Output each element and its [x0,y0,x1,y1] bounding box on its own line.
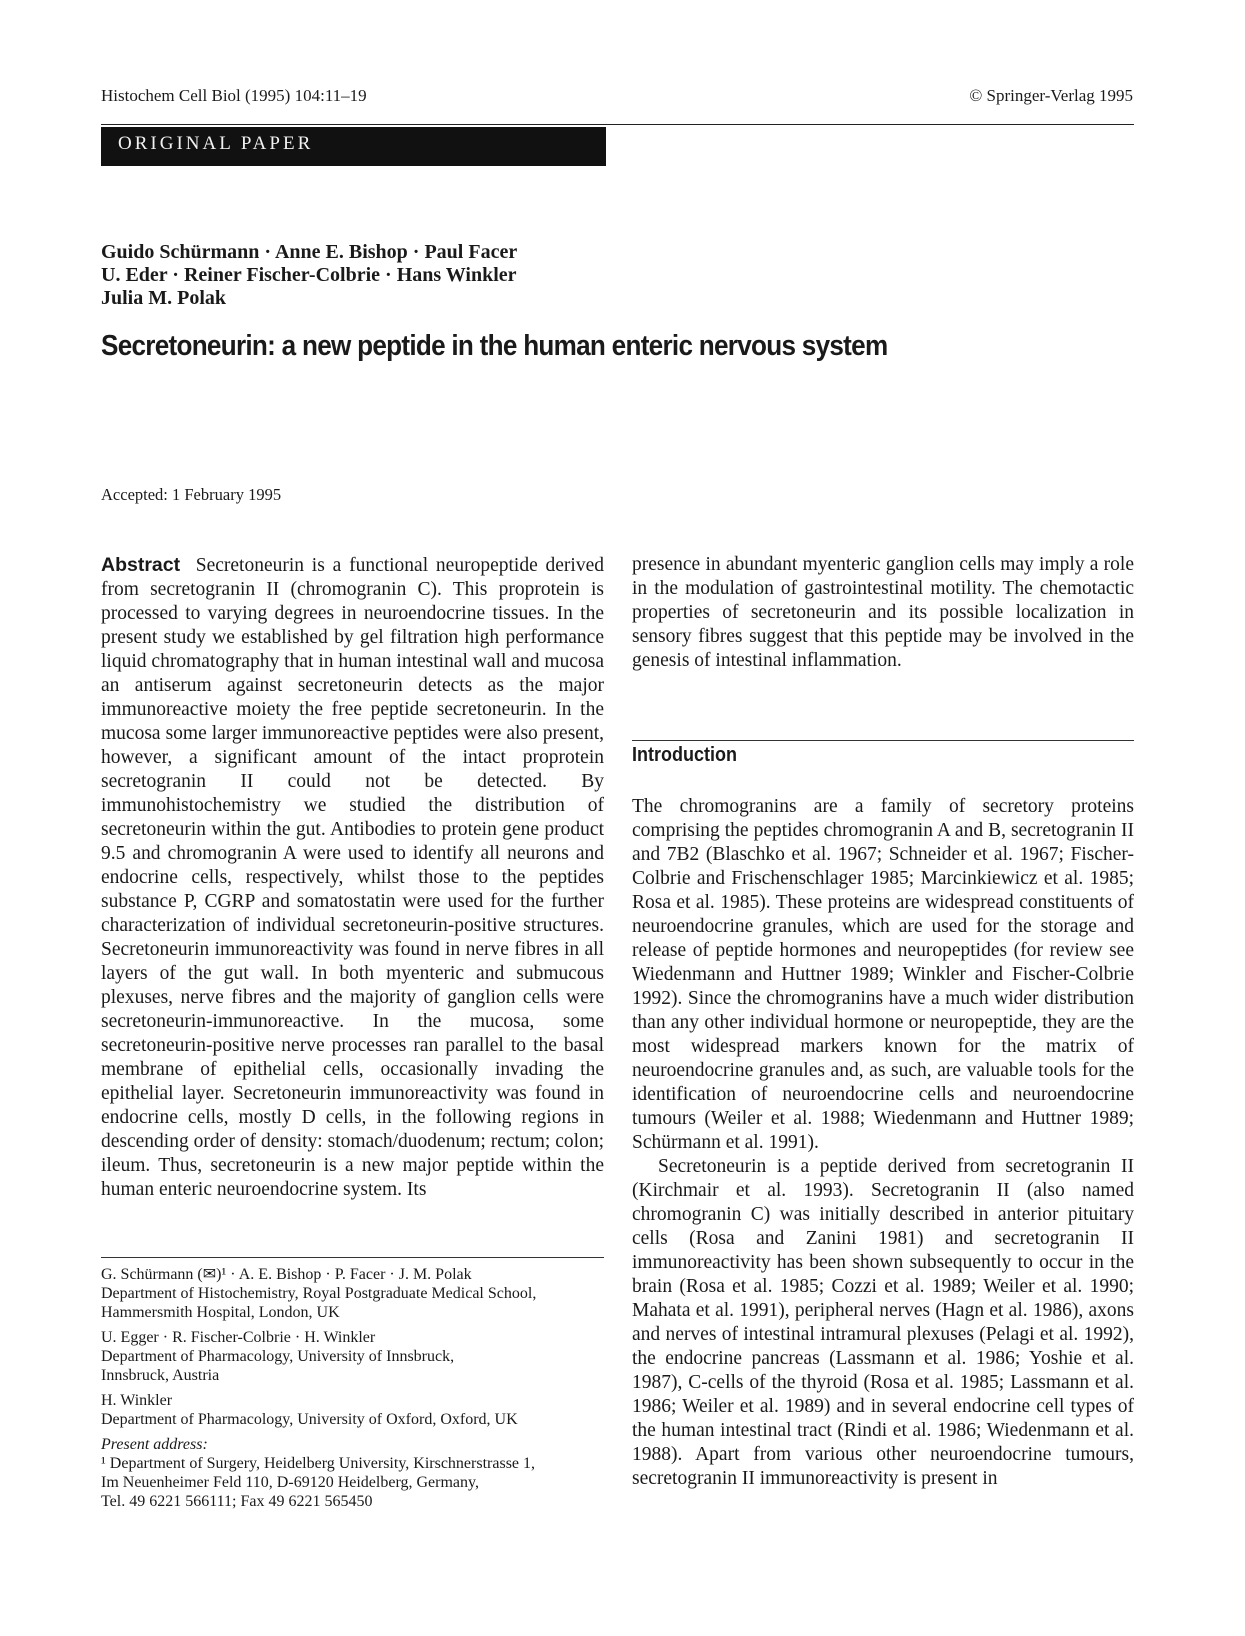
paragraph: The chromogranins are a family of secretory proteins comprising the peptides chromogranin A and B, secretogranin II and 7B2 (Blaschko et al. 1967; Schneider et al. 1967; Fischer-Colbrie and Frischenschlager 1985; Marcinkiewicz et al. 1985; Rosa et al. 1985). These proteins are widespread constituents of neuroendocrine granules, which are used for the storage and release of peptide hormones and neuropeptides (for review see Wiedenmann and Huttner 1989; Winkler and Fischer-Colbrie 1992). Since the chromogranins have a much wider distribution than any other individual hormone or neuropeptide, they are the most widespread markers known for the matrix of neuroendocrine granules and, as such, are valuable tools for the identification of neuroendocrine cells and neuroendocrine tumours (Weiler et al. 1988; Wiedenmann and Huttner 1989; Schürmann et al. 1991). [632,796,1134,1153]
affiliation-block [101,1265,604,1322]
author-line: Guido Schürmann · Anne E. Bishop · Paul Facer [101,241,518,263]
accepted-date: Accepted: 1 February 1995 [101,485,282,504]
paragraph: Secretoneurin is a peptide derived from secretogranin II (Kirchmair et al. 1993). Secretogranin II (also named chromogranin C) was initially described in anterior pituitary cells (Rosa and Zanini 1981) and secretogranin II immunoreactivity has been shown subsequently to occur in the brain (Rosa et al. 1985; Cozzi et al. 1989; Weiler et al. 1990; Mahata et al. 1991), peripheral nerves (Hagn et al. 1986), axons and nerves of intestinal intramural plexuses (Pelagi et al. 1992), the endocrine pancreas (Lassmann et al. 1986; Yoshie et al. 1987), C-cells of the thyroid (Rosa et al. 1985; Lassmann et al. 1986; Weiler et al. 1989) and in several endocrine cell types of the human intestinal tract (Rindi et al. 1986; Wiedenmann et al. 1988). Apart from various other neuroendocrine tumours, secretogranin II immunoreactivity is present in [632,1156,1134,1489]
affiliation-names: U. Egger · R. Fischer-Colbrie · H. Winkler [101,1329,376,1346]
footnote-rule [101,1257,604,1258]
abstract-text: Secretoneurin is a functional neuropeptide derived from secretogranin II (chromogranin C). This proprotein is processed to varying degrees in neuroendocrine tissues. In the present study we established by gel filtration high performance liquid chromatography that in human intestinal wall and mucosa an antiserum against secretoneurin detects as the major immunoreactive moiety the free peptide secretoneurin. In the mucosa some larger immunoreactive peptides were also present, however, a significant amount of the intact proprotein secretogranin II could not be detected. By immunohistochemistry we studied the distribution of secretoneurin within the gut. Antibodies to protein gene product 9.5 and chromogranin A were used to identify all neurons and endocrine cells, respectively, whilst those to the peptides substance P, CGRP and somatostatin were used for the further characterization of individual secretoneurin-positive structures. Secretoneurin immunoreactivity was found in nerve fibres in all layers of the gut wall. In both myenteric and submucous plexuses, nerve fibres and the majority of ganglion cells were secretoneurin-immunoreactive. In the mucosa, some secretoneurin-positive nerve processes ran parallel to the basal membrane of epithelial cells, occasionally invading the epithelial layer. Secretoneurin immunoreactivity was found in endocrine cells, mostly D cells, in the following regions in descending order of density: stomach/duodenum; rectum; colon; ileum. Thus, secretoneurin is a new major peptide within the human enteric neuroendocrine system. Its [101,555,604,1200]
address-line: ¹ Department of Surgery, Heidelberg University, Kirschnerstrasse 1, [101,1455,536,1472]
section-heading: Introduction [632,744,737,766]
affiliation-names: G. Schürmann (✉)¹ · A. E. Bishop · P. Facer · J. M. Polak [101,1266,472,1283]
affiliation-names: H. Winkler [101,1392,173,1409]
author-list [101,241,517,310]
affiliations [101,1265,604,1517]
affiliation-block [101,1328,604,1385]
author-line: Julia M. Polak [101,287,227,309]
header-rule [101,124,1134,125]
affiliation-block [101,1391,604,1429]
introduction-body [632,795,1134,1491]
abstract-label: Abstract [101,554,181,576]
present-address-label: Present address: [101,1436,208,1453]
affiliation-line: Innsbruck, Austria [101,1367,220,1384]
address-line: Im Neuenheimer Feld 110, D-69120 Heidelberg, Germany, [101,1474,479,1491]
journal-citation: Histochem Cell Biol (1995) 104:11–19 [101,86,367,105]
author-line: U. Eder · Reiner Fischer-Colbrie · Hans Winkler [101,264,517,286]
section-label: ORIGINAL PAPER [118,133,314,154]
abstract-continuation [632,553,1134,673]
copyright-notice: © Springer-Verlag 1995 [969,86,1133,105]
section-rule [632,740,1134,741]
affiliation-line: Department of Pharmacology, University of Innsbruck, [101,1348,455,1365]
abstract [101,553,604,1202]
affiliation-line: Department of Histochemistry, Royal Postgraduate Medical School, [101,1285,537,1302]
affiliation-line: Department of Pharmacology, University of Oxford, Oxford, UK [101,1411,518,1428]
affiliation-line: Hammersmith Hospital, London, UK [101,1304,340,1321]
present-address [101,1435,604,1511]
abstract-continuation-text: presence in abundant myenteric ganglion cells may imply a role in the modulation of gastrointestinal motility. The chemotactic properties of secretoneurin and its possible localization in sensory fibres suggest that this peptide may be involved in the genesis of intestinal inflammation. [632,554,1134,671]
address-line: Tel. 49 6221 566111; Fax 49 6221 565450 [101,1493,373,1510]
paper-title: Secretoneurin: a new peptide in the human enteric nervous system [101,330,888,362]
